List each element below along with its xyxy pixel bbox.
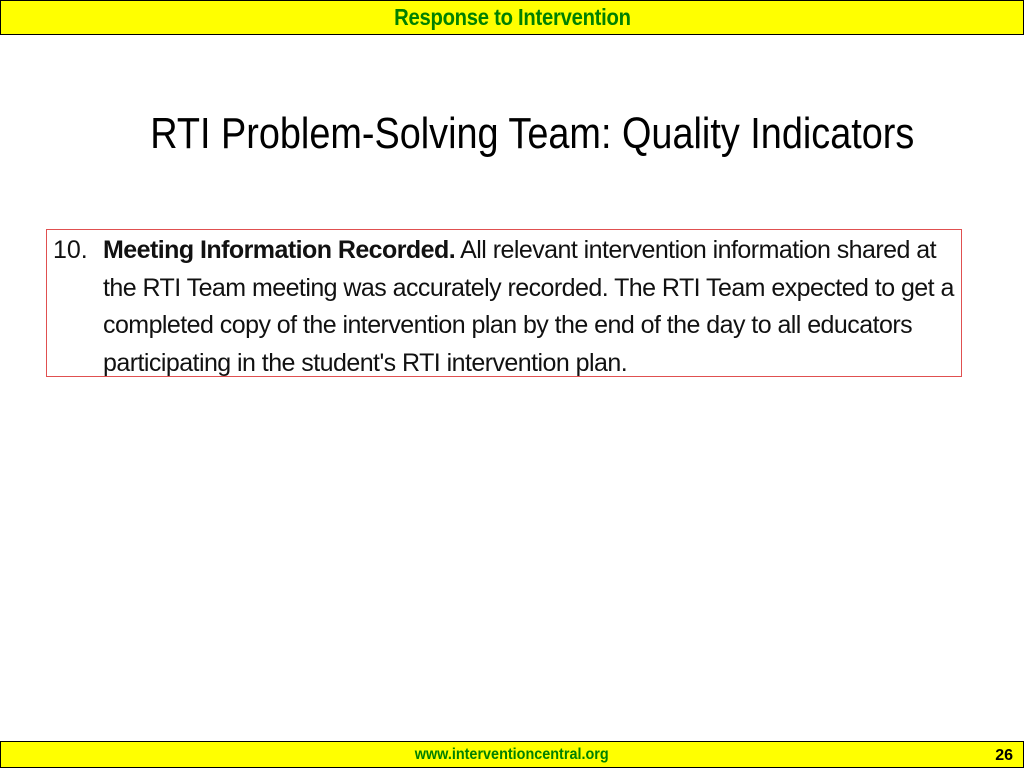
quality-indicator-box <box>46 229 962 377</box>
page-number: 26 <box>995 747 1013 764</box>
indicator-body: All relevant intervention information shared at the RTI Team meeting was accurately recorded. The RTI Team expected to get a completed copy of the intervention plan by the end of the day to all educators participating in the student's RTI intervention plan. <box>103 236 954 377</box>
indicator-text <box>103 232 963 382</box>
indicator-number: 10. <box>53 236 88 264</box>
indicator-heading: Meeting Information Recorded. <box>103 236 456 264</box>
footer-url-text[interactable]: www.interventioncentral.org <box>415 746 609 763</box>
footer-url[interactable] <box>1 742 1023 767</box>
footer-bar <box>0 741 1024 768</box>
header-bar <box>0 0 1024 35</box>
header-title: Response to Intervention <box>393 4 631 30</box>
slide-title <box>0 106 1024 162</box>
slide-title-text: RTI Problem-Solving Team: Quality Indicators <box>149 109 915 158</box>
